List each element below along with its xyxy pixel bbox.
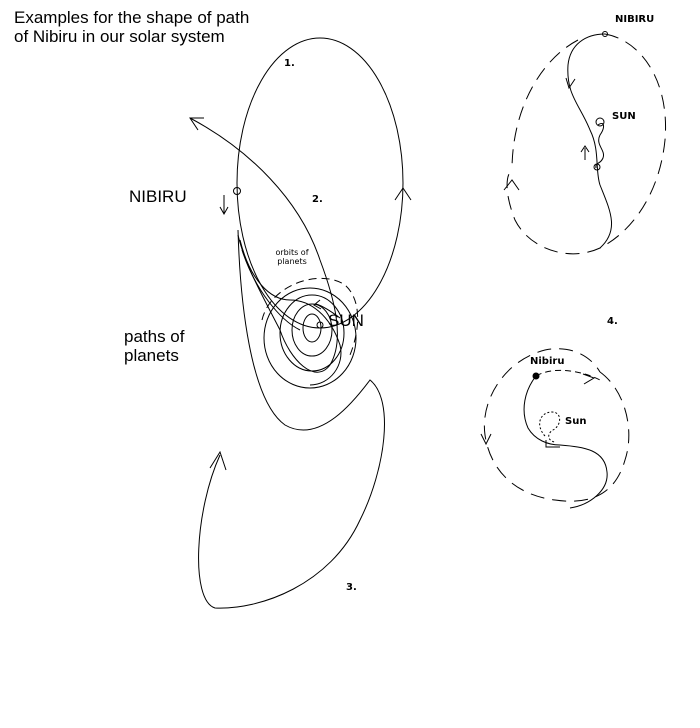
path-2-arrowhead xyxy=(190,118,204,130)
path-number-4: 4. xyxy=(607,316,618,327)
fig-tr-inner xyxy=(568,34,612,248)
path-1-ellipse xyxy=(237,38,403,328)
orbit-4 xyxy=(264,288,356,388)
nibiru-label-main: NIBIRU xyxy=(129,187,187,206)
fig-tr-outer xyxy=(507,34,665,254)
fig-br-top-dash xyxy=(536,370,600,380)
path-3-arrowhead xyxy=(210,452,226,470)
fig-br-arrow-right xyxy=(583,374,594,384)
nibiru-label-bottom-right: Nibiru xyxy=(530,356,565,367)
diagram-title: Examples for the shape of path of Nibiru in our solar system xyxy=(14,8,250,46)
sun-label-bottom-right: Sun xyxy=(565,416,587,427)
fig-tr-arrow-left xyxy=(504,180,519,190)
sun-label-top-right: SUN xyxy=(612,111,636,122)
nibiru-label-top-right: NIBIRU xyxy=(615,14,655,25)
path-number-3: 3. xyxy=(346,582,357,593)
paths-of-planets-label: paths of planets xyxy=(124,327,185,365)
sun-point-top-right xyxy=(596,118,604,126)
fig-tr-arrow-down xyxy=(566,78,575,88)
sun-label-main: SUN xyxy=(328,311,364,330)
path-number-2: 2. xyxy=(312,194,323,205)
path-3-curve xyxy=(199,230,385,608)
path-number-1: 1. xyxy=(284,58,295,69)
fig-br-sun-spiral xyxy=(540,412,560,442)
nibiru-point-bottom-right xyxy=(533,373,539,379)
orbits-of-planets-label: orbits of planets xyxy=(275,248,309,266)
fig-br-inner xyxy=(524,376,607,508)
orbit-2 xyxy=(292,304,332,356)
fig-tr-left-dash xyxy=(512,40,578,170)
